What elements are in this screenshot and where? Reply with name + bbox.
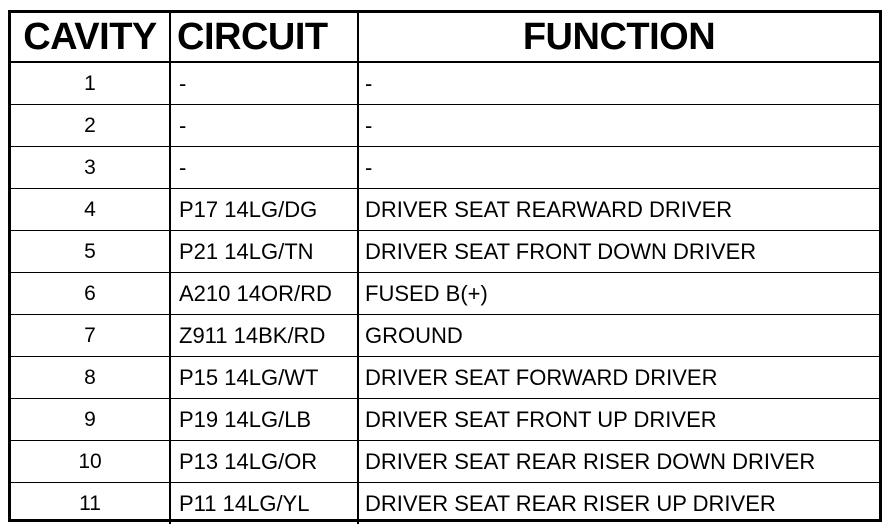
- table-row: [11, 104, 879, 146]
- cavity-cell: 3: [11, 147, 171, 188]
- table-row: [11, 188, 879, 230]
- function-cell: DRIVER SEAT REAR RISER DOWN DRIVER: [365, 448, 816, 474]
- cavity-cell: 9: [11, 399, 171, 440]
- circuit-cell: A210 14OR/RD: [171, 273, 359, 314]
- function-cell: -: [365, 70, 373, 96]
- header-function: FUNCTION: [522, 15, 716, 58]
- cavity-cell: 4: [11, 189, 171, 230]
- function-cell: DRIVER SEAT FORWARD DRIVER: [365, 364, 718, 390]
- circuit-cell: -: [171, 147, 359, 188]
- circuit-cell: -: [171, 63, 359, 104]
- table-row: [11, 146, 879, 188]
- cavity-cell: 7: [11, 315, 171, 356]
- function-cell: DRIVER SEAT FRONT UP DRIVER: [365, 406, 717, 432]
- circuit-cell: P15 14LG/WT: [171, 357, 359, 398]
- header-cavity: CAVITY: [11, 13, 171, 61]
- function-cell: DRIVER SEAT REAR RISER UP DRIVER: [365, 490, 776, 516]
- function-cell: FUSED B(+): [365, 280, 488, 306]
- cavity-cell: 6: [11, 273, 171, 314]
- table-row: [11, 272, 879, 314]
- function-cell: DRIVER SEAT REARWARD DRIVER: [365, 196, 733, 222]
- cavity-cell: 1: [11, 63, 171, 104]
- cavity-cell: 10: [11, 441, 171, 482]
- table-row: [11, 482, 879, 524]
- circuit-cell: P17 14LG/DG: [171, 189, 359, 230]
- cavity-cell: 8: [11, 357, 171, 398]
- circuit-cell: P19 14LG/LB: [171, 399, 359, 440]
- table-row: [11, 440, 879, 482]
- table-row: [11, 62, 879, 104]
- function-cell: GROUND: [365, 322, 463, 348]
- table-row: [11, 356, 879, 398]
- circuit-cell: Z911 14BK/RD: [171, 315, 359, 356]
- function-cell: -: [365, 112, 373, 138]
- circuit-cell: -: [171, 105, 359, 146]
- cavity-cell: 2: [11, 105, 171, 146]
- table-header-row: [11, 13, 879, 62]
- circuit-cell: P11 14LG/YL: [171, 483, 359, 524]
- table-row: [11, 314, 879, 356]
- header-circuit: CIRCUIT: [171, 13, 359, 61]
- cavity-cell: 5: [11, 231, 171, 272]
- cavity-cell: 11: [11, 483, 171, 524]
- function-cell: -: [365, 154, 373, 180]
- table-row: [11, 230, 879, 272]
- connector-pinout-table: [8, 10, 882, 522]
- circuit-cell: P21 14LG/TN: [171, 231, 359, 272]
- table-row: [11, 398, 879, 440]
- circuit-cell: P13 14LG/OR: [171, 441, 359, 482]
- function-cell: DRIVER SEAT FRONT DOWN DRIVER: [365, 238, 757, 264]
